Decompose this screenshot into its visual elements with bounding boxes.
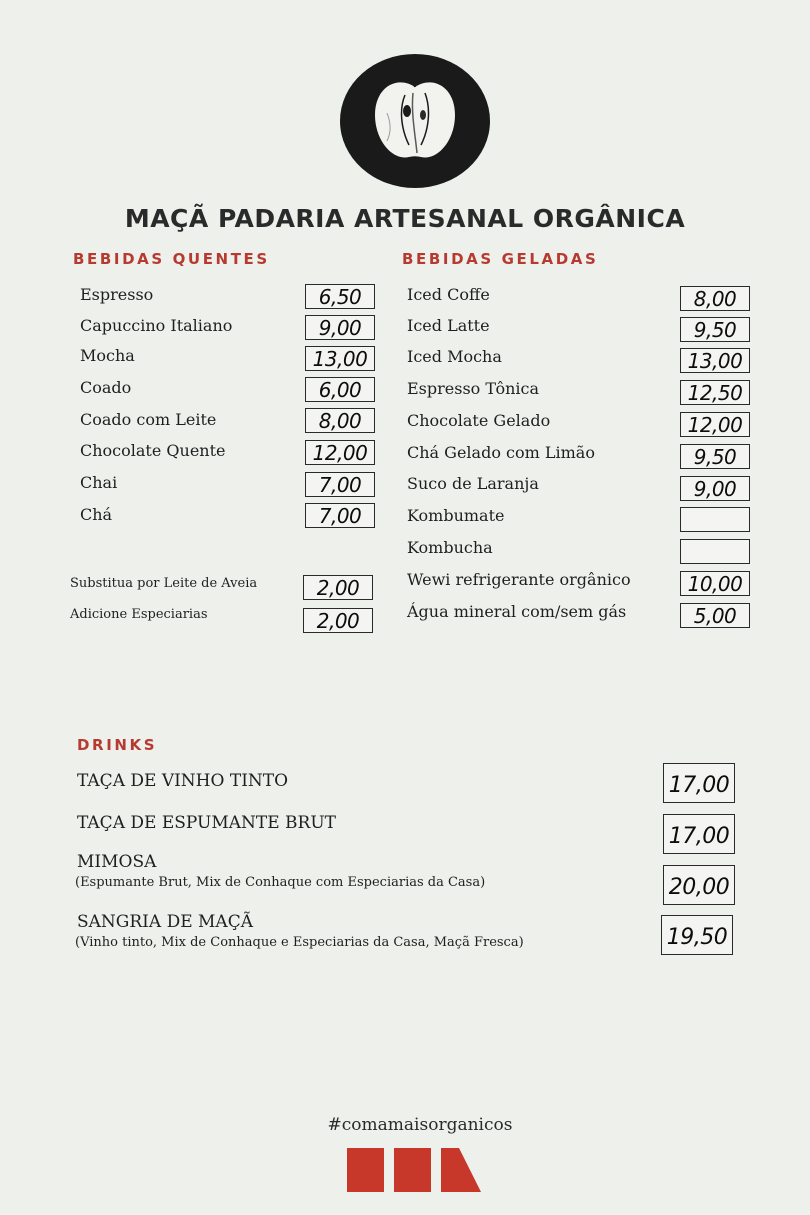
drink-item-description: (Vinho tinto, Mix de Conhaque e Especiarias da Casa, Maçã Fresca) [75, 935, 524, 950]
cold-item-name: Iced Coffe [407, 285, 490, 304]
hot-extra-name: Substitua por Leite de Aveia [70, 576, 258, 591]
drink-item-price: 17,00 [663, 814, 735, 854]
cold-item-name: Kombucha [407, 538, 493, 557]
hot-item-price: 7,00 [305, 503, 375, 528]
drink-item-price: 17,00 [663, 763, 735, 803]
drink-item-name: TAÇA DE ESPUMANTE BRUT [77, 813, 337, 833]
drinks-heading: DRINKS [77, 736, 158, 754]
apple-icon [339, 53, 491, 189]
hot-item-name: Mocha [80, 346, 135, 365]
drink-item-price: 20,00 [663, 865, 735, 905]
hot-extra-price: 2,00 [303, 608, 373, 633]
cold-drinks-heading: BEBIDAS GELADAS [402, 250, 599, 268]
hot-item-name: Coado com Leite [80, 410, 217, 429]
cold-item-name: Kombumate [407, 506, 505, 525]
cold-item-price: 12,00 [680, 412, 750, 437]
cold-item-name: Iced Mocha [407, 347, 502, 366]
drink-item-name: TAÇA DE VINHO TINTO [77, 771, 289, 791]
hot-item-price: 13,00 [305, 346, 375, 371]
cold-item-price: 5,00 [680, 603, 750, 628]
hot-extra-name: Adicione Especiarias [70, 607, 208, 622]
hot-item-name: Espresso [80, 285, 154, 304]
cold-item-price: 9,50 [680, 444, 750, 469]
cold-item-name: Espresso Tônica [407, 379, 539, 398]
cold-item-name: Iced Latte [407, 316, 490, 335]
cold-item-price: 10,00 [680, 571, 750, 596]
hot-item-price: 8,00 [305, 408, 375, 433]
hot-item-name: Chai [80, 473, 118, 492]
cold-item-name: Chocolate Gelado [407, 411, 551, 430]
drink-item-name: SANGRIA DE MAÇÃ [77, 912, 253, 932]
cold-item-price: 8,00 [680, 286, 750, 311]
brand-blocks-icon [347, 1148, 481, 1192]
drink-item-description: (Espumante Brut, Mix de Conhaque com Especiarias da Casa) [75, 875, 486, 890]
hot-item-name: Chocolate Quente [80, 441, 226, 460]
hot-item-name: Chá [80, 505, 113, 524]
hot-item-name: Capuccino Italiano [80, 316, 233, 335]
hot-item-price: 9,00 [305, 315, 375, 340]
page-title: MAÇÃ PADARIA ARTESANAL ORGÂNICA [124, 204, 686, 233]
cold-item-price [680, 507, 750, 532]
cold-item-price: 12,50 [680, 380, 750, 405]
hot-item-price: 7,00 [305, 472, 375, 497]
cold-item-price: 9,00 [680, 476, 750, 501]
hot-extra-price: 2,00 [303, 575, 373, 600]
cold-item-name: Água mineral com/sem gás [407, 602, 627, 621]
cold-item-name: Wewi refrigerante orgânico [407, 570, 631, 589]
cold-item-price [680, 539, 750, 564]
drink-item-price: 19,50 [661, 915, 733, 955]
cold-item-price: 9,50 [680, 317, 750, 342]
cold-item-name: Suco de Laranja [407, 474, 539, 493]
cold-item-name: Chá Gelado com Limão [407, 443, 595, 462]
hot-drinks-heading: BEBIDAS QUENTES [73, 250, 270, 268]
hot-item-price: 6,00 [305, 377, 375, 402]
hashtag: #comamaisorganicos [327, 1115, 513, 1135]
cold-item-price: 13,00 [680, 348, 750, 373]
drink-item-name: MIMOSA [77, 852, 157, 872]
hot-item-price: 6,50 [305, 284, 375, 309]
hot-item-name: Coado [80, 378, 132, 397]
hot-item-price: 12,00 [305, 440, 375, 465]
